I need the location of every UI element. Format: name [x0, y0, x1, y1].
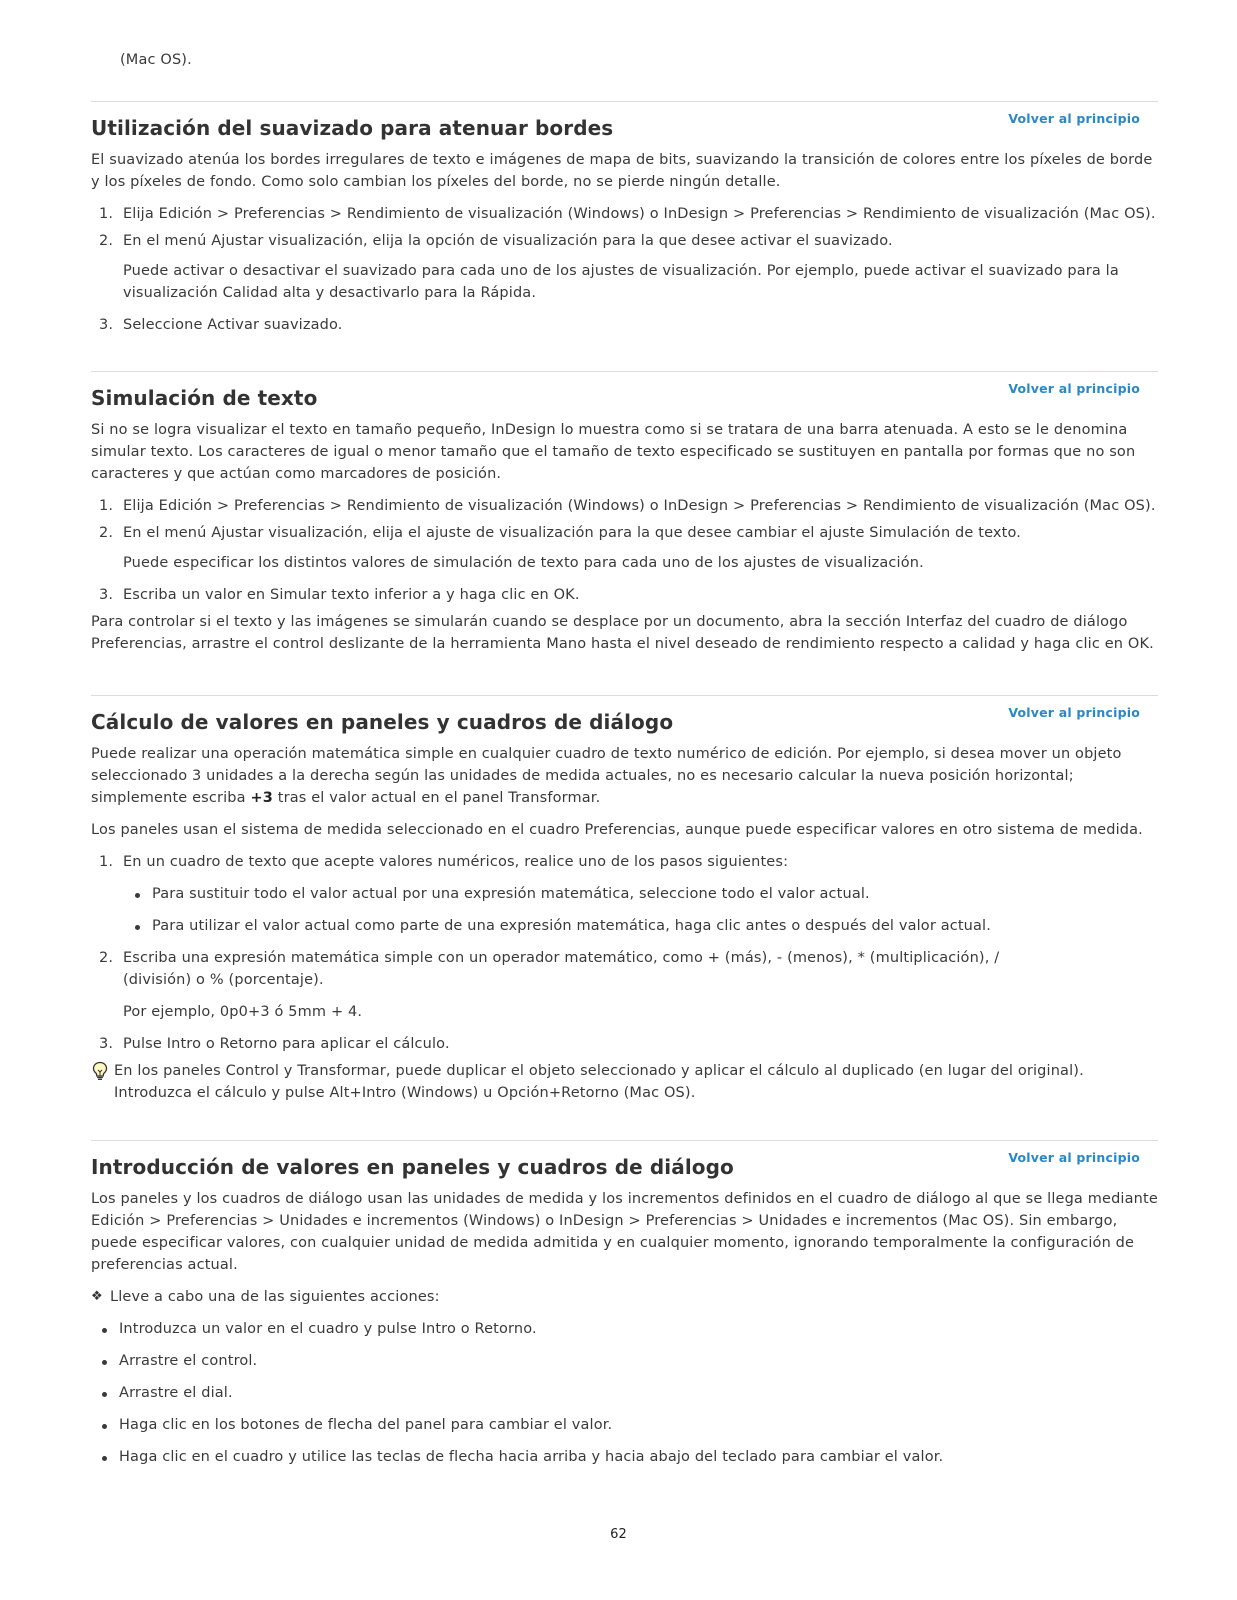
continued-text: (Mac OS). — [120, 52, 192, 68]
step-text: Elija Edición > Preferencias > Rendimiento de visualización (Windows) o InDesign > Preferencias > Rendimiento de visualización (Mac OS). — [123, 206, 1156, 222]
section-intro: Si no se logra visualizar el texto en tamaño pequeño, InDesign lo muestra como si se tratara de una barra atenuada. A esto se le denomina simular texto. Los caracteres de igual o menor tamaño que el tamaño de texto especificado se sustituyen en pantalla por formas que no son caracteres y que actúan como marcadores de posición. — [91, 422, 1136, 482]
step-number: 1. — [99, 498, 114, 514]
step-item — [91, 314, 1158, 336]
section-intro: Los paneles y los cuadros de diálogo usan las unidades de medida y los incrementos definidos en el cuadro de diálogo al que se llega mediante Edición > Preferencias > Unidades e incrementos (Windows) o InDesign > Preferencias > Unidades e incrementos (Mac OS). Sin embargo, puede especificar valores, con cualquier unidad de medida admitida y en cualquier momento, ignorando temporalmente la configuración de preferencias actual. — [91, 1191, 1158, 1273]
intro-text: Puede realizar una operación matemática simple en cualquier cuadro de texto numérico de edición. Por ejemplo, si desea mover un objeto seleccionado 3 unidades a la derecha según las unidades de medida actuales, no es necesario calcular la nueva posición horizontal; simplemente escriba — [91, 746, 1122, 806]
step-number: 2. — [99, 525, 114, 541]
section-calculations — [91, 695, 1158, 1104]
step-text: Seleccione Activar suavizado. — [123, 317, 343, 333]
step-number: 1. — [99, 854, 114, 870]
section-title: Introducción de valores en paneles y cuadros de diálogo — [91, 1155, 734, 1179]
section-paragraph: Los paneles usan el sistema de medida seleccionado en el cuadro Preferencias, aunque puede especificar valores en otro sistema de medida. — [91, 822, 1143, 838]
step-number: 2. — [99, 233, 114, 249]
step-note: Puede activar o desactivar el suavizado para cada uno de los ajustes de visualización. Por ejemplo, puede activar el suavizado para la visualización Calidad alta y desactivarlo para la Rápida. — [123, 263, 1119, 301]
step-note: Por ejemplo, 0p0+3 ó 5mm + 4. — [123, 1004, 363, 1020]
list-item: Haga clic en el cuadro y utilice las teclas de flecha hacia arriba y hacia abajo del teclado para cambiar el valor. — [91, 1446, 1158, 1468]
actions-list — [91, 1318, 1158, 1468]
list-item: Para utilizar el valor actual como parte de una expresión matemática, haga clic antes o después del valor actual. — [91, 915, 1158, 937]
steps-list — [91, 851, 1158, 873]
intro-text-end: tras el valor actual en el panel Transformar. — [273, 790, 601, 806]
list-item: Haga clic en los botones de flecha del panel para cambiar el valor. — [91, 1414, 1158, 1436]
back-to-top-link[interactable]: Volver al principio — [1008, 381, 1140, 396]
diamond-bullet-icon: ❖ — [91, 1289, 103, 1304]
step-item — [91, 230, 1158, 252]
section-title: Simulación de texto — [91, 386, 318, 410]
steps-list — [91, 314, 1158, 336]
step-text: Escriba una expresión matemática simple con un operador matemático, como + (más), - (menos), * (multiplicación), / (división) o % (porcentaje). — [123, 950, 1000, 988]
step-number: 3. — [99, 1036, 114, 1052]
step-number: 3. — [99, 317, 114, 333]
step-note: Puede especificar los distintos valores de simulación de texto para cada uno de los ajustes de visualización. — [123, 555, 924, 571]
section-greeking — [91, 371, 1158, 665]
intro-bold-value: +3 — [250, 790, 273, 806]
section-antialiasing — [91, 101, 1158, 341]
section-entering-values — [91, 1140, 1158, 1478]
step-item — [91, 947, 1158, 991]
list-item: Introduzca un valor en el cuadro y pulse Intro o Retorno. — [91, 1318, 1158, 1340]
page-number: 62 — [610, 1527, 627, 1542]
steps-list — [91, 1033, 1158, 1055]
tip-note — [91, 1060, 1158, 1104]
step-item — [91, 203, 1158, 225]
step-number: 3. — [99, 587, 114, 603]
step-text: Elija Edición > Preferencias > Rendimiento de visualización (Windows) o InDesign > Preferencias > Rendimiento de visualización (Mac OS). — [123, 498, 1156, 514]
list-item: Para sustituir todo el valor actual por una expresión matemática, seleccione todo el valor actual. — [91, 883, 1158, 905]
action-text: Lleve a cabo una de las siguientes acciones: — [110, 1289, 440, 1305]
lightbulb-icon — [91, 1061, 109, 1088]
steps-list — [91, 947, 1158, 991]
step-number: 1. — [99, 206, 114, 222]
step-text: En el menú Ajustar visualización, elija la opción de visualización para la que desee activar el suavizado. — [123, 233, 893, 249]
step-item — [91, 851, 1158, 873]
step-item — [91, 584, 1158, 606]
step-item — [91, 1033, 1158, 1055]
steps-list — [91, 203, 1158, 252]
steps-list — [91, 584, 1158, 606]
steps-list — [91, 495, 1158, 544]
options-list — [91, 883, 1158, 937]
step-text: En el menú Ajustar visualización, elija el ajuste de visualización para la que desee cambiar el ajuste Simulación de texto. — [123, 525, 1021, 541]
back-to-top-link[interactable]: Volver al principio — [1008, 1150, 1140, 1165]
list-item: Arrastre el control. — [91, 1350, 1158, 1372]
section-title: Cálculo de valores en paneles y cuadros de diálogo — [91, 710, 674, 734]
step-text: Pulse Intro o Retorno para aplicar el cálculo. — [123, 1036, 450, 1052]
tip-text: En los paneles Control y Transformar, puede duplicar el objeto seleccionado y aplicar el cálculo al duplicado (en lugar del original). Introduzca el cálculo y pulse Alt+Intro (Windows) u Opción+Retorno (Mac OS). — [114, 1063, 1084, 1101]
back-to-top-link[interactable]: Volver al principio — [1008, 111, 1140, 126]
step-text: En un cuadro de texto que acepte valores numéricos, realice uno de los pasos siguientes: — [123, 854, 789, 870]
list-item: Arrastre el dial. — [91, 1382, 1158, 1404]
back-to-top-link[interactable]: Volver al principio — [1008, 705, 1140, 720]
action-line — [91, 1286, 1158, 1308]
section-title: Utilización del suavizado para atenuar bordes — [91, 116, 614, 140]
section-intro: El suavizado atenúa los bordes irregulares de texto e imágenes de mapa de bits, suavizando la transición de colores entre los píxeles de borde y los píxeles de fondo. Como solo cambian los píxeles del borde, no se pierde ningún detalle. — [91, 152, 1153, 190]
section-intro — [91, 743, 1158, 809]
step-item — [91, 495, 1158, 517]
step-item — [91, 522, 1158, 544]
section-outro: Para controlar si el texto y las imágenes se simularán cuando se desplace por un documento, abra la sección Interfaz del cuadro de diálogo Preferencias, arrastre el control deslizante de la herramienta Mano hasta el nivel deseado de rendimiento respecto a calidad y haga clic en OK. — [91, 614, 1154, 652]
step-text: Escriba un valor en Simular texto inferior a y haga clic en OK. — [123, 587, 580, 603]
step-number: 2. — [99, 950, 114, 966]
